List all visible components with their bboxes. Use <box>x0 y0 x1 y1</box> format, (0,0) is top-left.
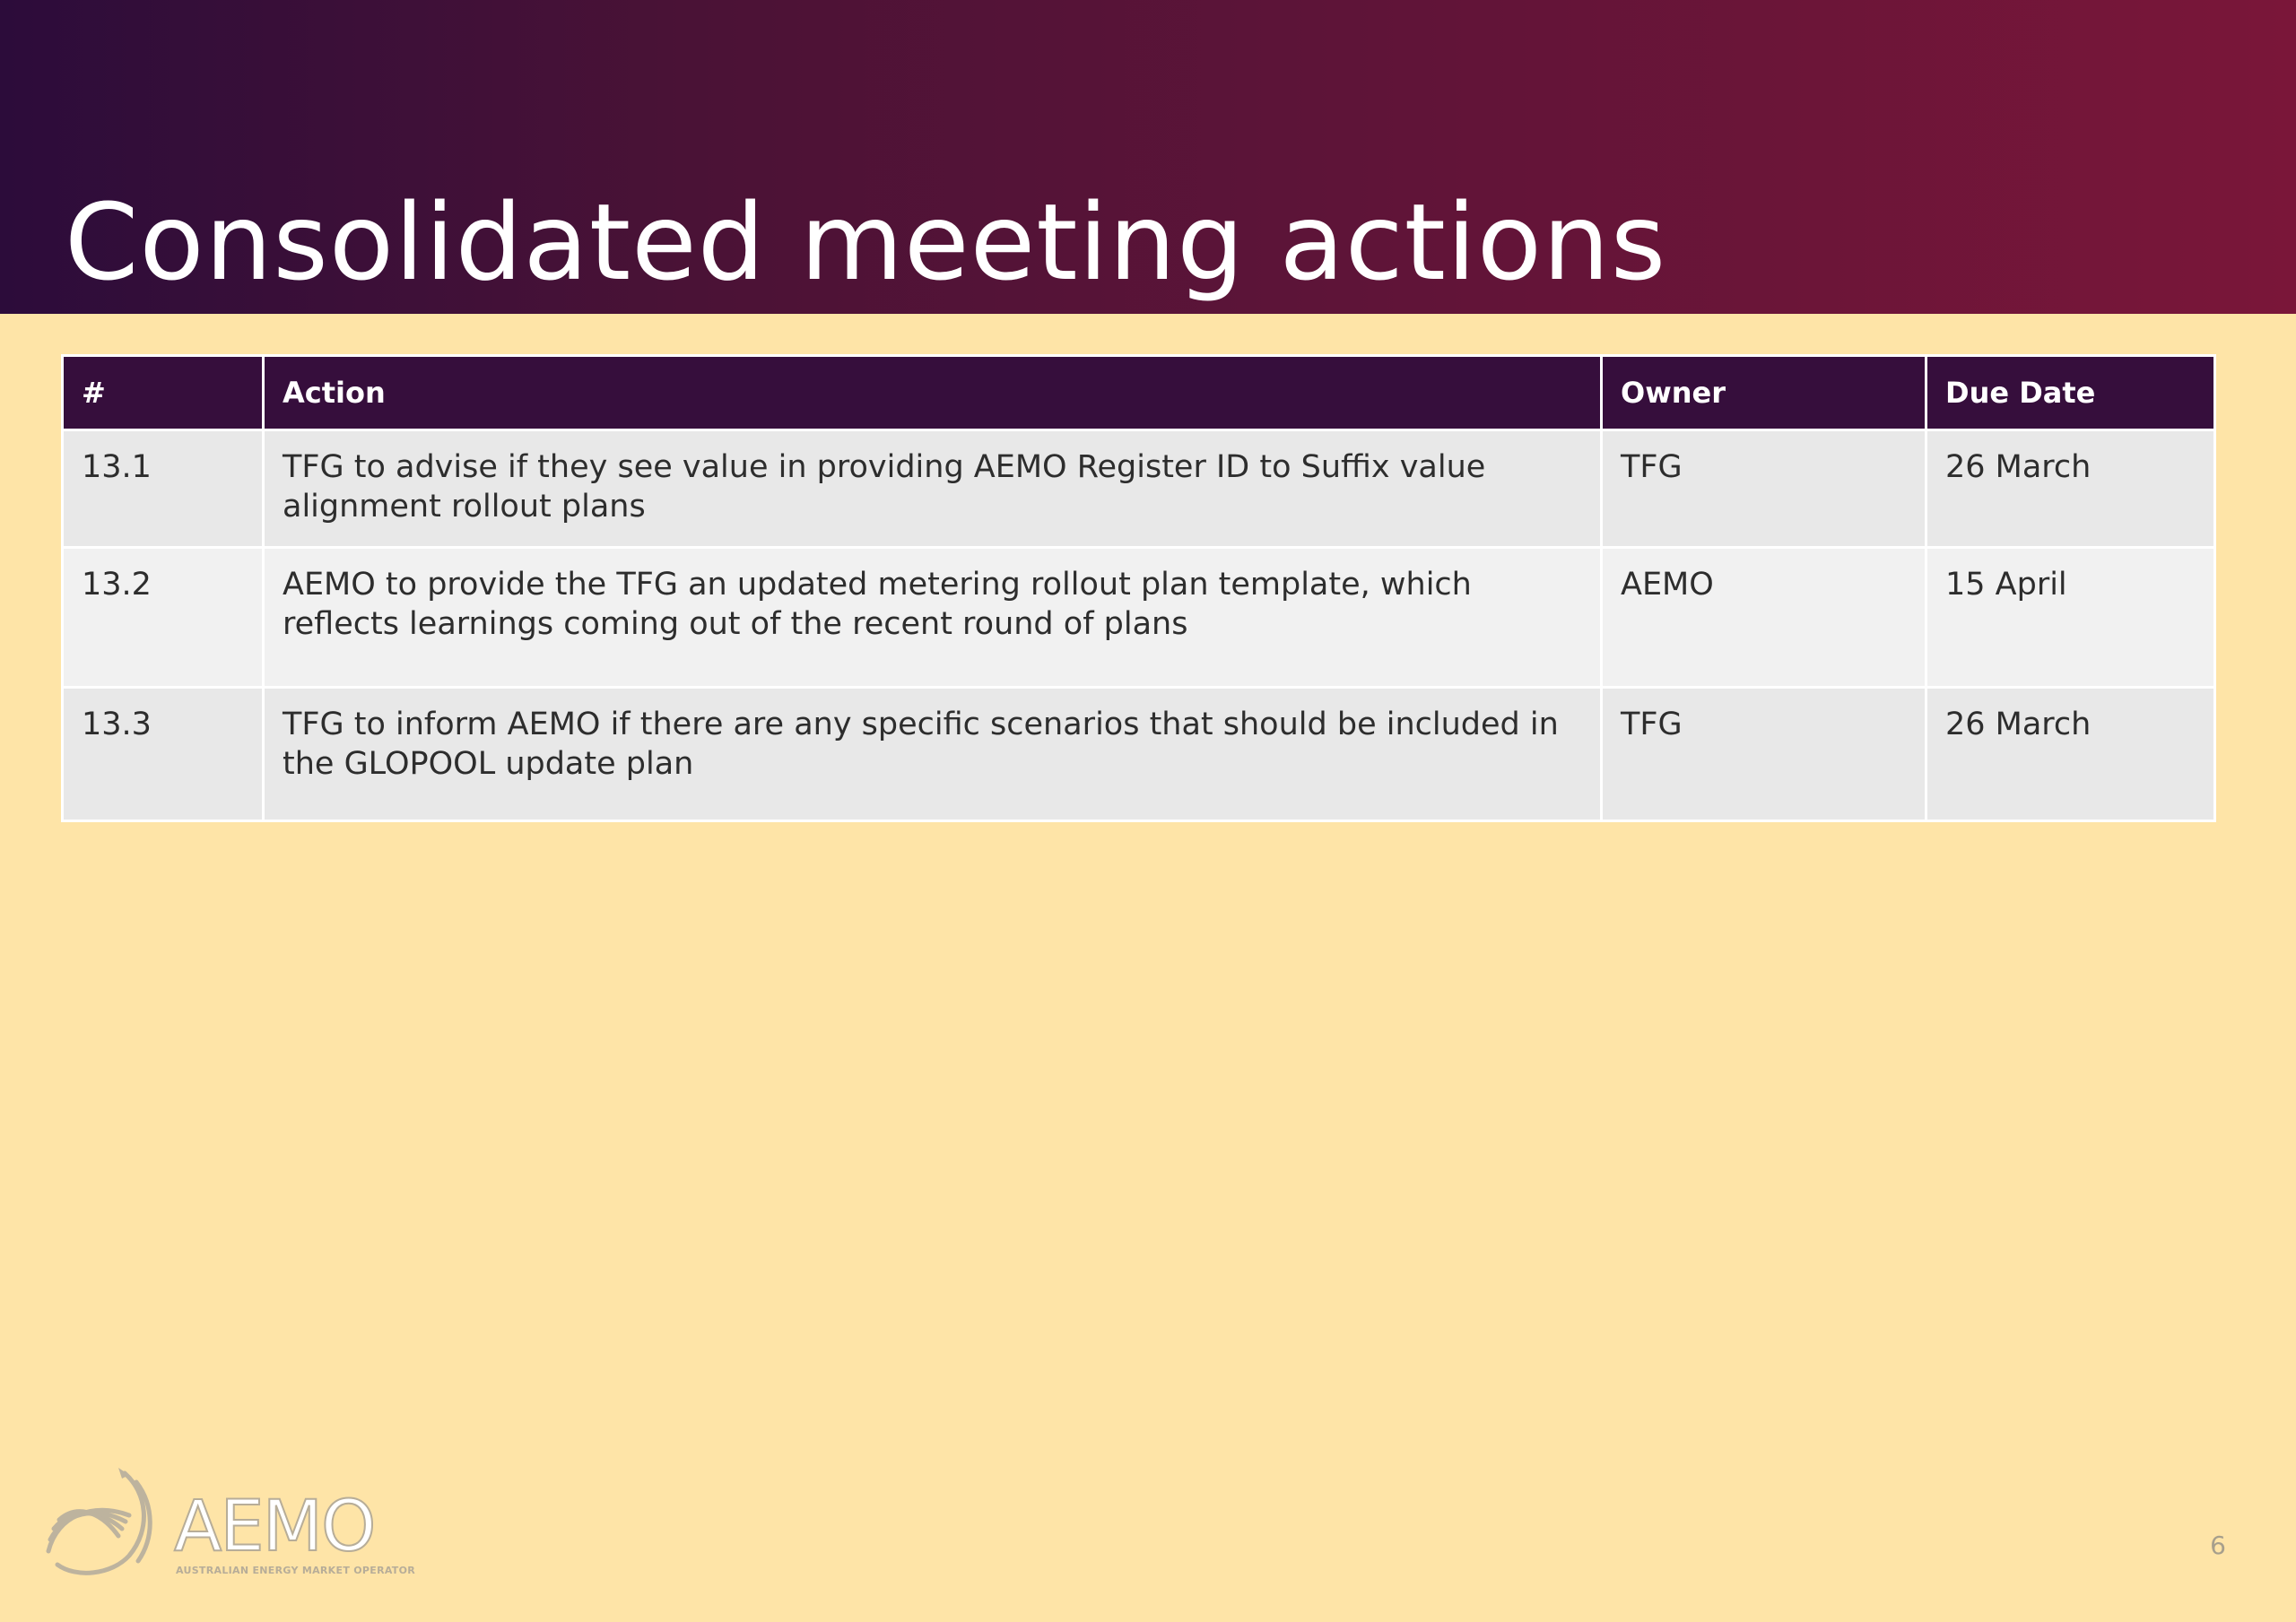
action-owner: TFG <box>1602 688 1926 821</box>
action-number: 13.2 <box>63 548 264 688</box>
action-description: TFG to inform AEMO if there are any specific scenarios that should be included in the GLOPOOL update plan <box>264 688 1602 821</box>
slide-title: Consolidated meeting actions <box>65 180 1667 304</box>
header-owner: Owner <box>1602 356 1926 430</box>
action-due-date: 26 March <box>1926 430 2215 548</box>
action-owner: TFG <box>1602 430 1926 548</box>
action-description: TFG to advise if they see value in providing AEMO Register ID to Suffix value alignment rollout plans <box>264 430 1602 548</box>
table-row <box>63 548 2215 688</box>
action-due-date: 26 March <box>1926 688 2215 821</box>
table-row <box>63 688 2215 821</box>
title-banner <box>0 0 2296 314</box>
page-number: 6 <box>2210 1531 2226 1560</box>
action-number: 13.1 <box>63 430 264 548</box>
logo-tagline: AUSTRALIAN ENERGY MARKET OPERATOR <box>176 1565 416 1576</box>
action-owner: AEMO <box>1602 548 1926 688</box>
table-row <box>63 430 2215 548</box>
table-header-row <box>63 356 2215 430</box>
action-number: 13.3 <box>63 688 264 821</box>
header-due-date: Due Date <box>1926 356 2215 430</box>
action-description: AEMO to provide the TFG an updated metering rollout plan template, which reflects learnings coming out of the recent round of plans <box>264 548 1602 688</box>
actions-table <box>61 354 2216 822</box>
aemo-logo <box>39 1466 416 1583</box>
aemo-swirl-icon <box>39 1466 174 1583</box>
header-number: # <box>63 356 264 430</box>
action-due-date: 15 April <box>1926 548 2215 688</box>
logo-wordmark: AEMO <box>174 1487 375 1567</box>
header-action: Action <box>264 356 1602 430</box>
